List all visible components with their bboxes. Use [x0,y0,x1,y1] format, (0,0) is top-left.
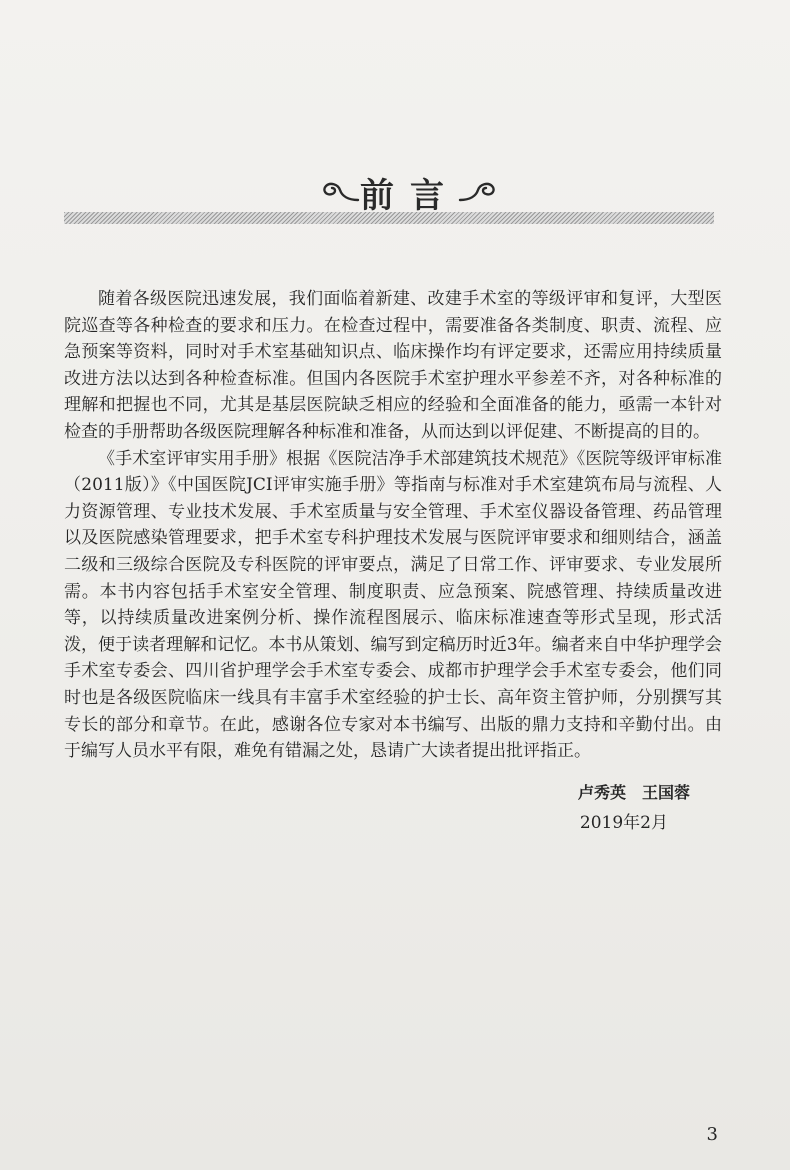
left-scroll-ornament-icon [320,178,360,204]
page-number: 3 [706,1124,718,1145]
date: 2019年2月 [579,813,668,833]
right-scroll-ornament-icon [458,178,498,204]
authors: 卢秀英 王国蓉 [577,783,690,802]
paragraph-1: 随着各级医院迅速发展，我们面临着新建、改建手术室的等级评审和复评，大型医院巡查等各种检查的要求和压力。在检查过程中，需要准备各类制度、职责、流程、应急预案等资料，同时对手术室基础知识点、临床操作均有评定要求，还需应用持续质量改进方法以达到各种检查标准。但国内各医院手术室护理水平参差不齐，对各种标准的理解和把握也不同，尤其是基层医院缺乏相应的经验和全面准备的能力，亟需一本针对检查的手册帮助各级医院理解各种标准和准备，从而达到以评促建、不断提高的目的。 [64,289,722,442]
title-header [64,160,714,230]
paragraph-2: 《手术室评审实用手册》根据《医院洁净手术部建筑技术规范》《医院等级评审标准（2011版）》《中国医院JCI评审实施手册》等指南与标准对手术室建筑布局与流程、人力资源管理、专业技术发展、手术室质量与安全管理、手术室仪器设备管理、药品管理以及医院感染管理要求，把手术室专科护理技术发展与医院评审要求和细则结合，涵盖二级和三级综合医院及专科医院的评审要点，满足了日常工作、评审要求、专业发展所需。本书内容包括手术室安全管理、制度职责、应急预案、院感管理、持续质量改进等，以持续质量改进案例分析、操作流程图展示、临床标准速查等形式呈现，形式活泼，便于读者理解和记忆。本书从策划、编写到定稿历时近3年。编者来自中华护理学会手术室专委会、四川省护理学会手术室专委会、成都市护理学会手术室专委会，他们同时也是各级医院临床一线具有丰富手术室经验的护士长、高年资主管护师，分别撰写其专长的部分和章节。在此，感谢各位专家对本书编写、出版的鼎力支持和辛勤付出。由于编写人员水平有限，难免有错漏之处，恳请广大读者提出批评指正。 [64,448,722,762]
preface-body [64,286,722,765]
signature-block [578,778,690,838]
page-title: 前言 [360,176,460,216]
